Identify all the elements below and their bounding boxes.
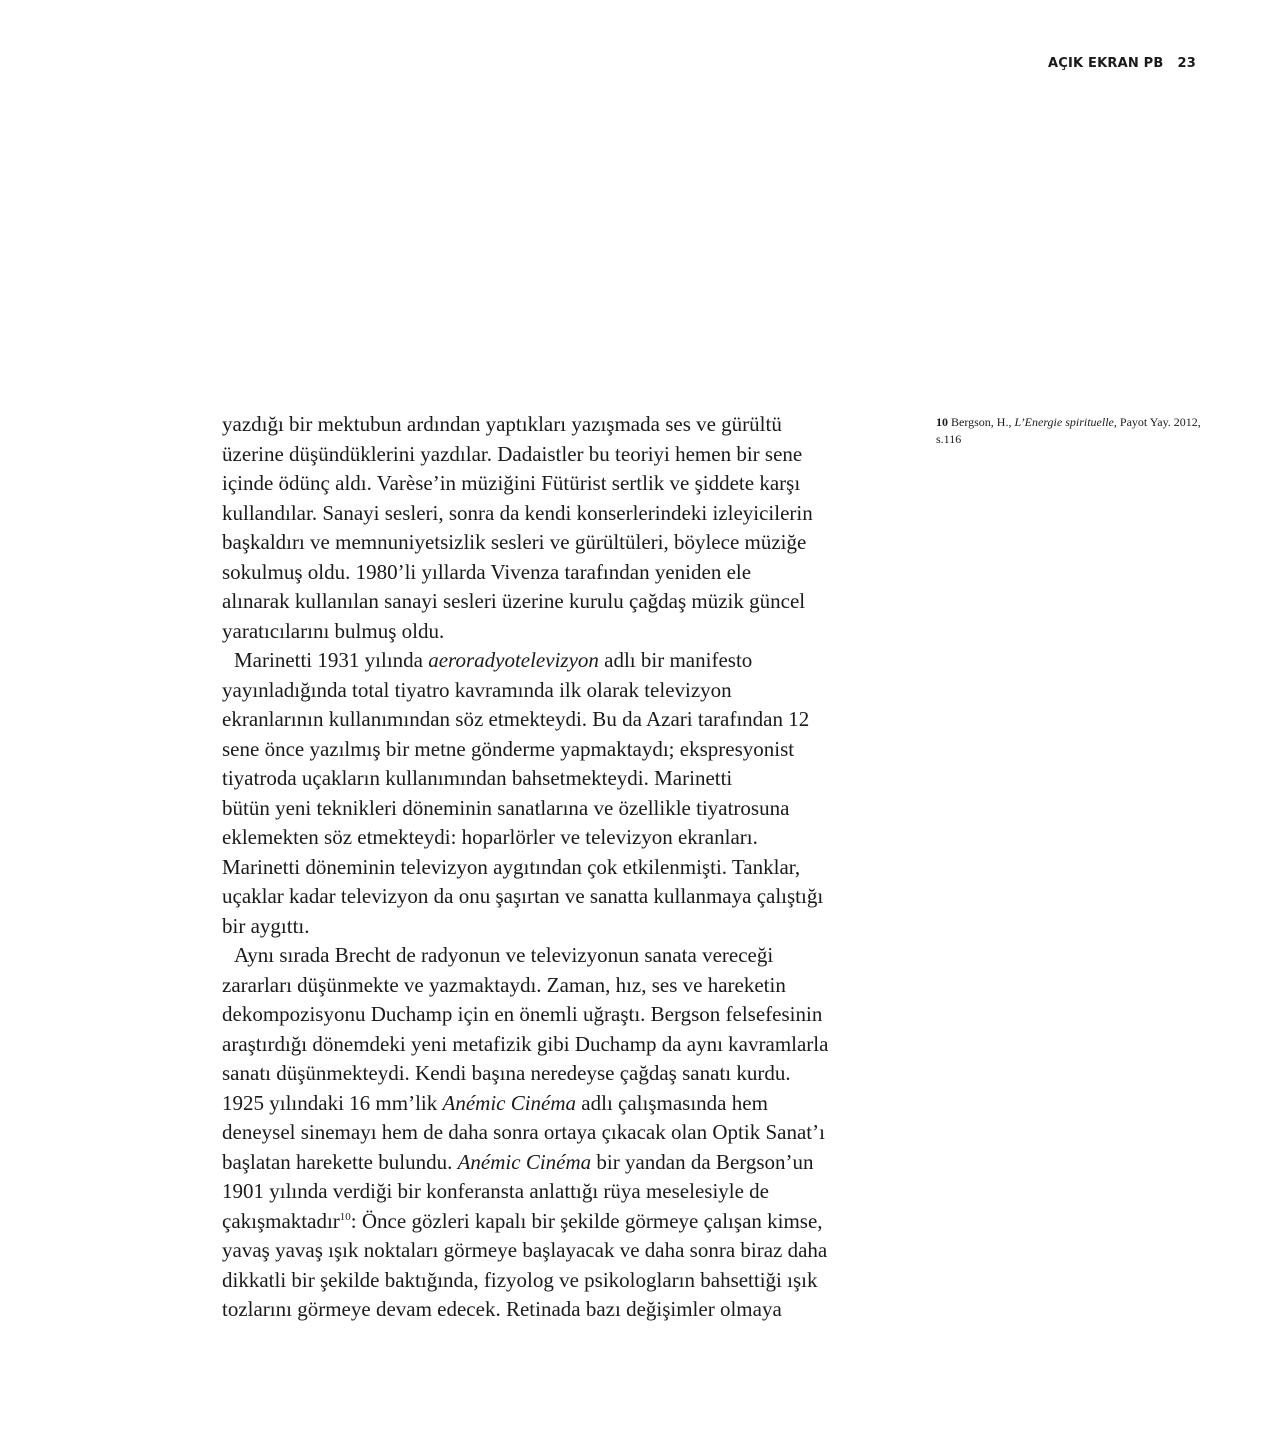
text-run: araştırdığı dönemdeki yeni metafizik gibi Duchamp da aynı kavramlarla: [222, 1031, 829, 1056]
text-line: [222, 1207, 902, 1237]
text-line: [222, 646, 902, 676]
text-run: ekranlarının kullanımından söz etmekteydi. Bu da Azari tarafından 12: [222, 707, 810, 731]
footnote-author: Bergson, H.,: [948, 415, 1015, 429]
text-line: [222, 676, 902, 706]
text-line: [222, 971, 902, 1001]
running-head: [1048, 56, 1196, 71]
footnote-reference: 10: [339, 1210, 351, 1223]
text-run: zararları düşünmekte ve yazmaktaydı. Zaman, hız, ses ve hareketin: [222, 972, 786, 997]
footnote-publisher: , Payot Yay. 2012,: [1113, 415, 1201, 429]
paragraph: [222, 941, 902, 1325]
text-run: tiyatroda uçakların kullanımından bahsetmekteydi. Marinetti: [222, 766, 733, 790]
text-run: adlı bir manifesto: [598, 648, 753, 672]
text-line: [222, 912, 902, 942]
text-line: [222, 1089, 902, 1119]
text-run: dikkatli bir şekilde baktığında, fizyolog ve psikologların bahsettiği ışık: [222, 1267, 818, 1292]
text-line: [222, 1000, 902, 1030]
text-run: sokulmuş oldu. 1980’li yıllarda Vivenza tarafından yeniden ele: [222, 559, 752, 584]
text-run: yavaş yavaş ışık noktaları görmeye başlayacak ve daha sonra biraz daha: [222, 1238, 828, 1262]
text-run: içinde ödünç aldı. Varèse’in müziğini Fütürist sertlik ve şiddete karşı: [222, 471, 801, 495]
text-line: [222, 1059, 902, 1089]
text-line: [222, 941, 902, 971]
text-run: adlı çalışmasında hem: [576, 1090, 768, 1115]
footnote: [936, 414, 1206, 448]
running-title: AÇIK EKRAN PB: [1047, 56, 1164, 71]
text-line: [222, 1177, 902, 1207]
text-run: yayınladığında total tiyatro kavramında ilk olarak televizyon: [222, 677, 732, 702]
italic-title: aeroradyotelevizyon: [428, 648, 599, 672]
text-line: [222, 853, 902, 883]
footnote-number: 10: [936, 415, 948, 429]
text-line: [222, 440, 902, 470]
text-run: : Önce gözleri kapalı bir şekilde görmeye çalışan kimse,: [350, 1208, 823, 1233]
text-line: [222, 1030, 902, 1060]
text-line: [222, 410, 902, 440]
text-line: [222, 1118, 902, 1148]
text-run: alınarak kullanılan sanayi sesleri üzerine kurulu çağdaş müzik güncel: [222, 589, 806, 613]
text-run: üzerine düşündüklerini yazdılar. Dadaistler bu teoriyi hemen bir sene: [222, 441, 803, 466]
paragraph: [222, 646, 902, 941]
text-line: [222, 1236, 902, 1266]
text-run: deneysel sinemayı hem de daha sonra ortaya çıkacak olan Optik Sanat’ı: [222, 1120, 825, 1144]
text-line: [222, 617, 902, 647]
text-line: [222, 1295, 902, 1325]
text-run: uçaklar kadar televizyon da onu şaşırtan ve sanatta kullanmaya çalıştığı: [222, 884, 824, 908]
text-line: [222, 587, 902, 617]
text-run: başkaldırı ve memnuniyetsizlik sesleri ve gürültüleri, böylece müziğe: [222, 530, 807, 554]
text-line: [222, 528, 902, 558]
text-run: 1925 yılındaki 16 mm’lik: [222, 1090, 443, 1115]
text-run: kullandılar. Sanayi sesleri, sonra da kendi konserlerindeki izleyicilerin: [222, 500, 813, 525]
text-run: bütün yeni teknikleri döneminin sanatlarına ve özellikle tiyatrosuna: [222, 795, 790, 820]
paragraph: [222, 410, 902, 646]
text-line: [222, 794, 902, 824]
text-line: [222, 558, 902, 588]
text-line: [222, 469, 902, 499]
text-run: 1901 yılında verdiği bir konferansta anlattığı rüya meselesiyle de: [222, 1179, 770, 1203]
text-line: [222, 735, 902, 765]
text-line: [222, 1266, 902, 1296]
text-line: [222, 1148, 902, 1178]
text-run: yazdığı bir mektubun ardından yaptıkları yazışmada ses ve gürültü: [222, 412, 782, 436]
footnote-title: L’Energie spirituelle: [1014, 415, 1114, 429]
text-line: [222, 823, 902, 853]
text-run: bir yandan da Bergson’un: [591, 1149, 814, 1174]
text-run: tozlarını görmeye devam edecek. Retinada bazı değişimler olmaya: [222, 1297, 782, 1321]
italic-title: Anémic Cinéma: [442, 1090, 577, 1115]
italic-title: Anémic Cinéma: [457, 1149, 592, 1174]
text-run: Aynı sırada Brecht de radyonun ve televizyonun sanata vereceği: [234, 943, 774, 967]
text-run: çakışmaktadır: [222, 1208, 340, 1233]
text-run: eklemekten söz etmekteydi: hoparlörler ve televizyon ekranları.: [222, 825, 758, 849]
body-text: [222, 410, 902, 1325]
page-number: 23: [1177, 56, 1196, 71]
text-run: yaratıcılarını bulmuş oldu.: [222, 618, 445, 643]
text-line: [222, 882, 902, 912]
text-run: Marinetti döneminin televizyon aygıtından çok etkilenmişti. Tanklar,: [222, 854, 801, 879]
text-run: sanatı düşünmekteydi. Kendi başına neredeyse çağdaş sanatı kurdu.: [222, 1061, 791, 1085]
text-line: [222, 705, 902, 735]
text-line: [222, 499, 902, 529]
text-run: bir aygıttı.: [222, 913, 310, 938]
text-line: [222, 764, 902, 794]
text-run: başlatan harekette bulundu.: [222, 1149, 458, 1174]
text-run: dekompozisyonu Duchamp için en önemli uğraştı. Bergson felsefesinin: [222, 1002, 823, 1026]
text-run: Marinetti 1931 yılında: [234, 648, 429, 672]
text-run: sene önce yazılmış bir metne gönderme yapmaktaydı; ekspresyonist: [222, 736, 795, 761]
footnote-line: [936, 414, 1206, 431]
footnote-pages: s.116: [936, 432, 962, 446]
